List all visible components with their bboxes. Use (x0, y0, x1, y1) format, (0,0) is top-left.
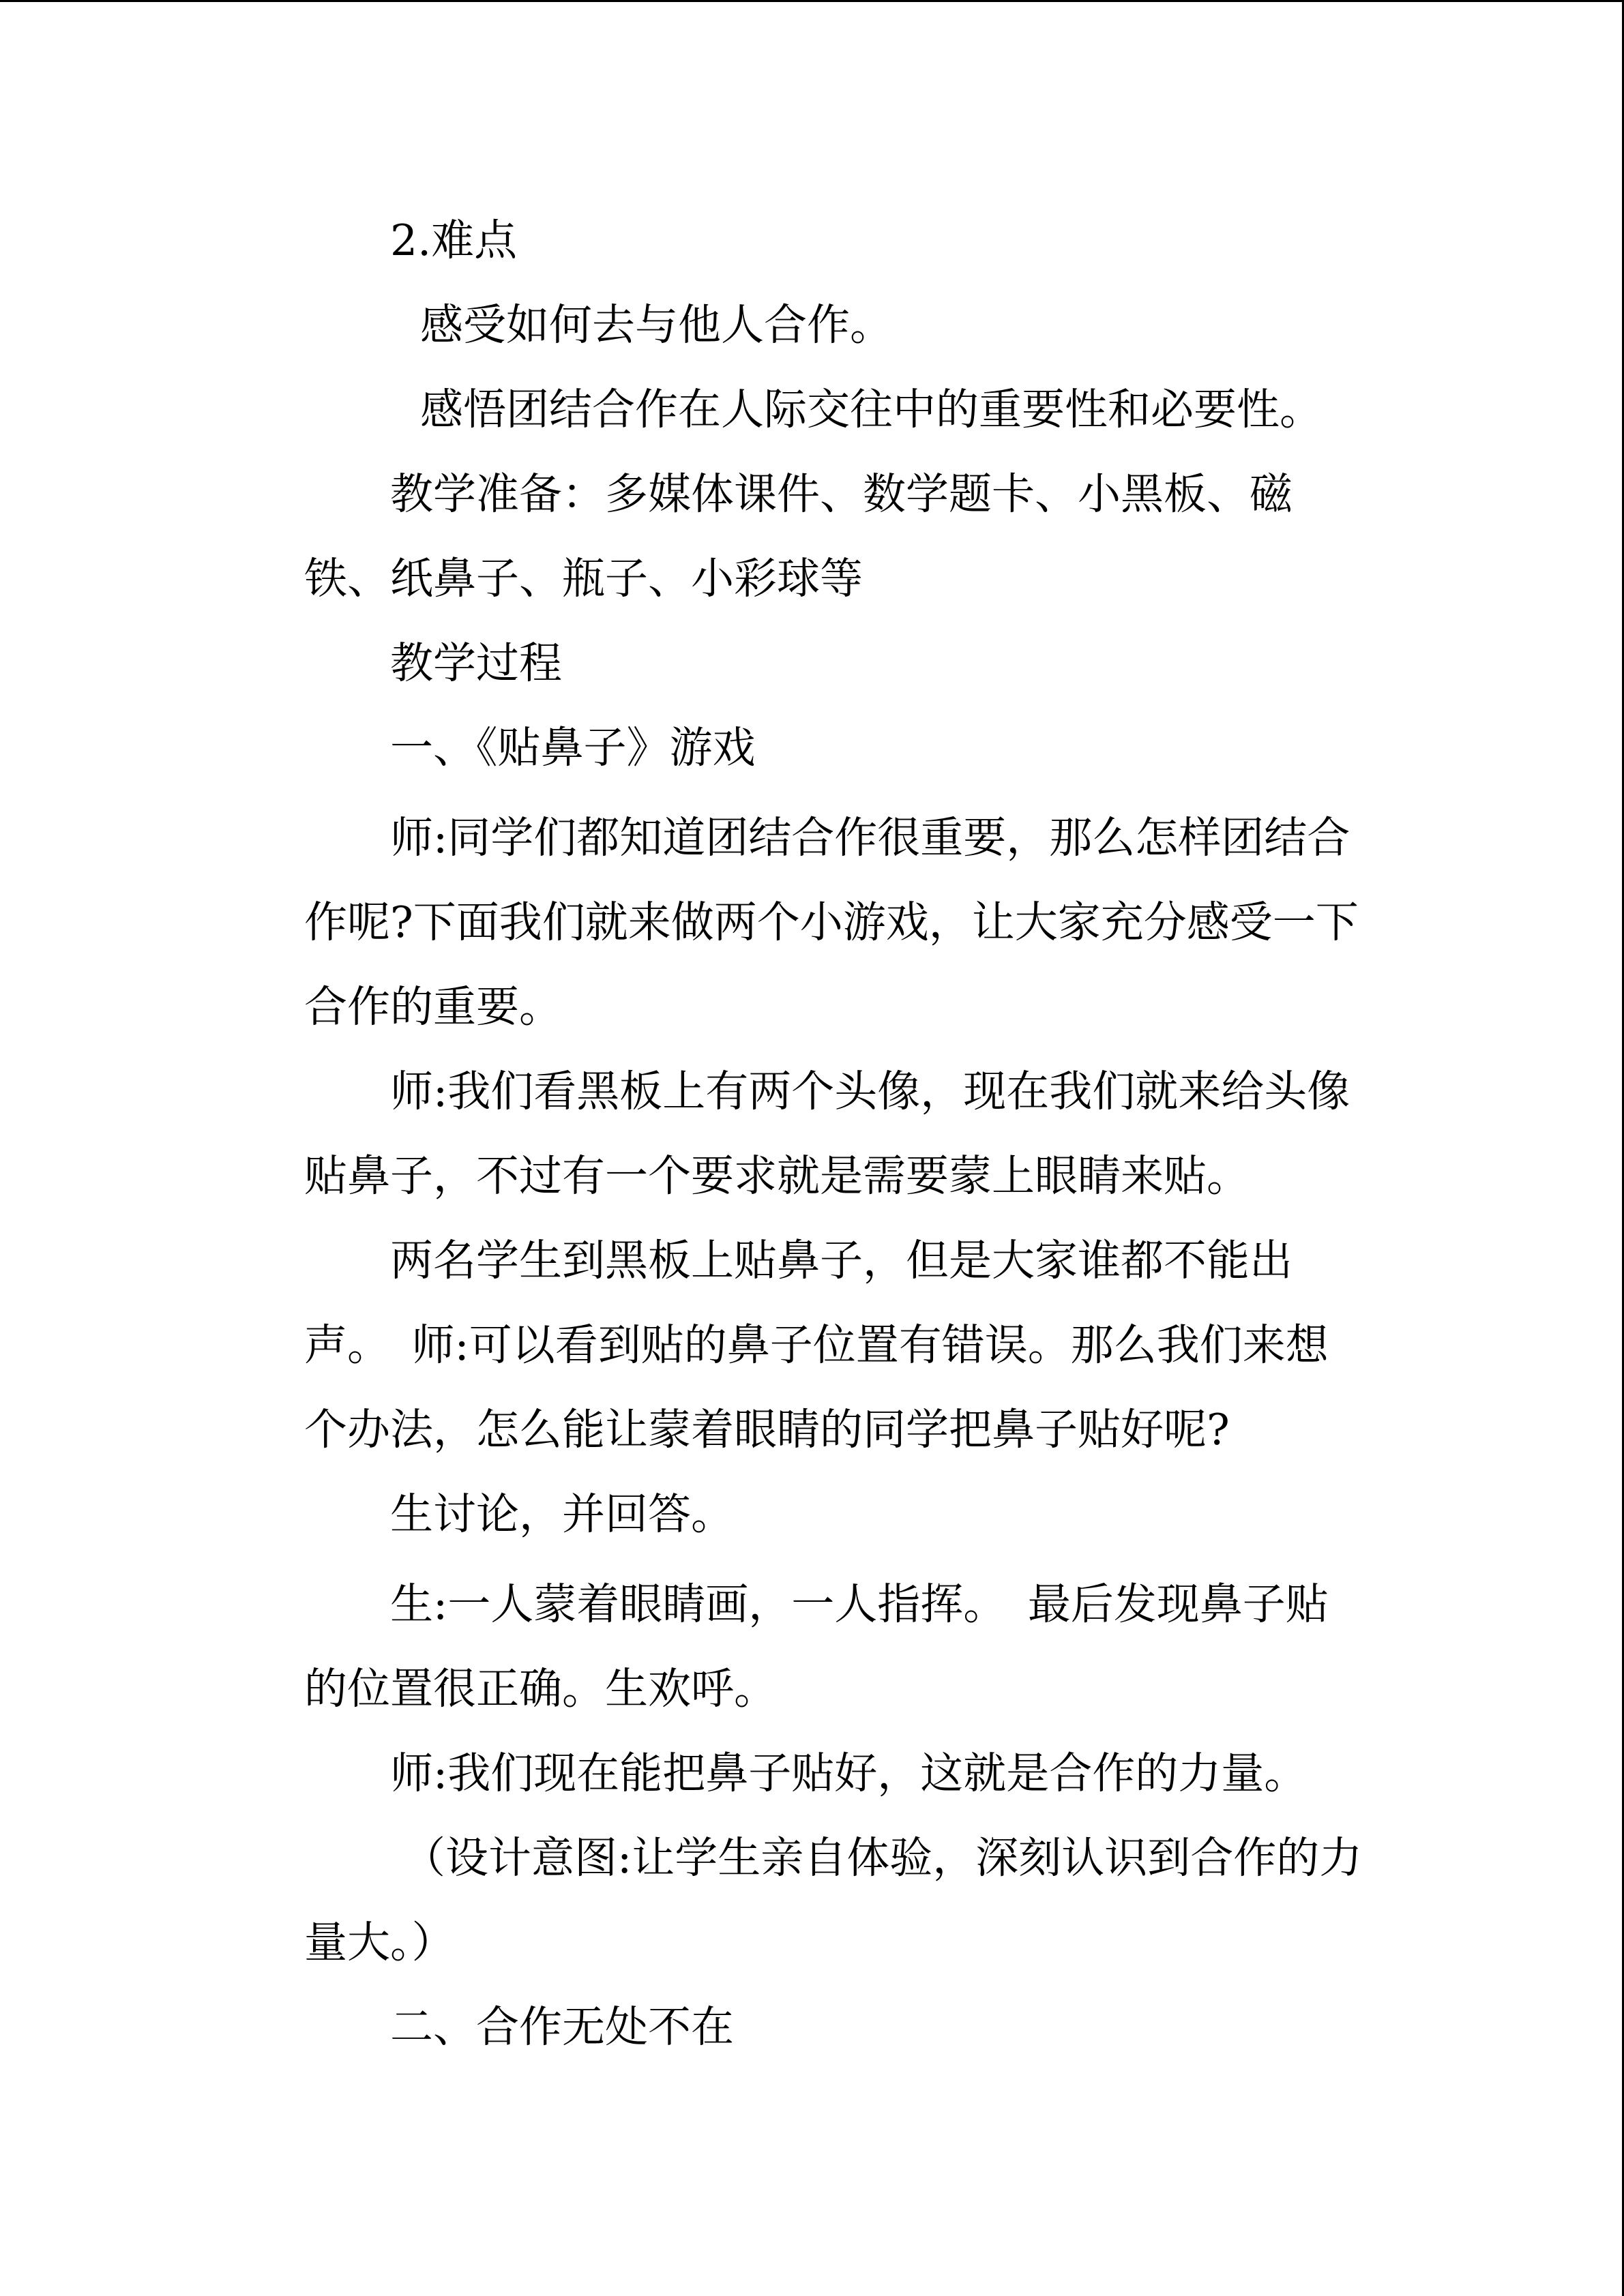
paragraph-line: 作呢?下面我们就来做两个小游戏，让大家充分感受一下 (304, 897, 1359, 947)
paragraph-line: 师:我们看黑板上有两个头像，现在我们就来给头像 (390, 1067, 1350, 1116)
section-heading: 二、合作无处不在 (390, 2002, 734, 2052)
paragraph-line: 教学准备：多媒体课件、数学题卡、小黑板、磁 (390, 469, 1293, 519)
paragraph-line: 个办法，怎么能让蒙着眼睛的同学把鼻子贴好呢? (304, 1405, 1230, 1455)
paragraph-line: 生讨论，并回答。 (390, 1489, 734, 1539)
paragraph-line: 贴鼻子，不过有一个要求就是需要蒙上眼睛来贴。 (304, 1151, 1250, 1201)
paragraph-line: 的位置很正确。生欢呼。 (304, 1664, 777, 1714)
paragraph-line: 感受如何去与他人合作。 (420, 300, 893, 350)
heading-difficulty: 2.难点 (390, 215, 518, 265)
section-heading: 一、《贴鼻子》游戏 (390, 723, 756, 773)
paragraph-line: 铁、纸鼻子、瓶子、小彩球等 (304, 554, 863, 603)
paragraph-line: 声。 师:可以看到贴的鼻子位置有错误。那么我们来想 (304, 1320, 1329, 1370)
paragraph-line: 感悟团结合作在人际交往中的重要性和必要性。 (420, 385, 1323, 434)
paragraph-line: 两名学生到黑板上贴鼻子，但是大家谁都不能出 (390, 1236, 1293, 1285)
paragraph-line: 量大。） (304, 1918, 455, 1967)
paragraph-line: 合作的重要。 (304, 982, 562, 1032)
paragraph-line: 师:我们现在能把鼻子贴好，这就是合作的力量。 (390, 1748, 1308, 1798)
paragraph-line: 生:一人蒙着眼睛画，一人指挥。 最后发现鼻子贴 (390, 1579, 1329, 1629)
section-heading: 教学过程 (390, 638, 562, 688)
paragraph-line: 师:同学们都知道团结合作很重要，那么怎样团结合 (390, 813, 1350, 863)
paragraph-line: （设计意图:让学生亲自体验，深刻认识到合作的力 (402, 1833, 1363, 1883)
